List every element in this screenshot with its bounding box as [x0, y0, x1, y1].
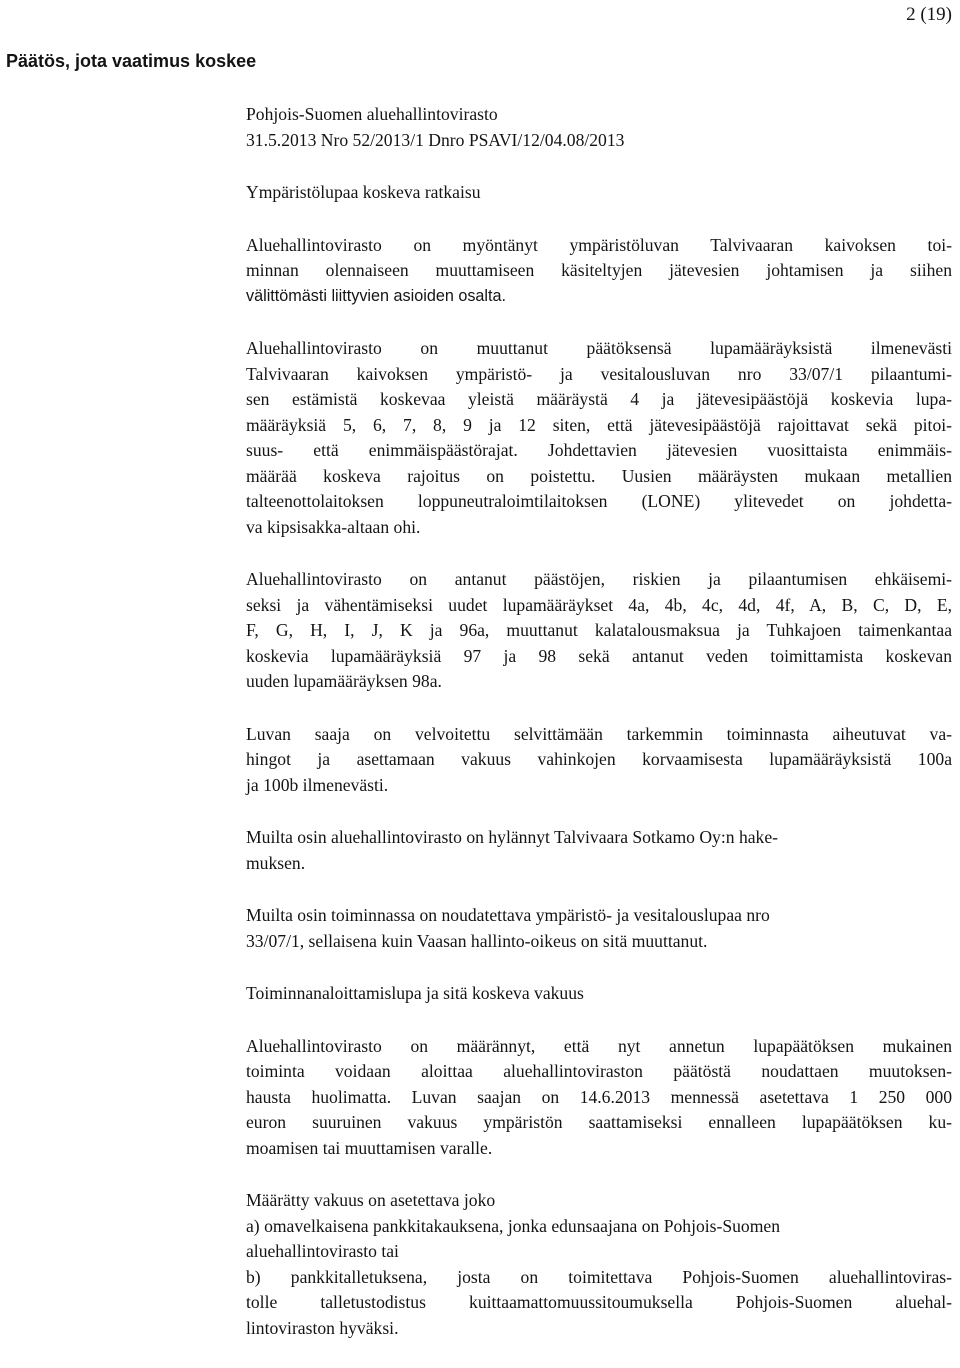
list-item: a) omavelkaisena pankkitakauksena, jonka edunsaajana on Pohjois-Suomen — [246, 1215, 781, 1236]
paragraph-line: Aluehallintovirasto on antanut päästöjen, riskien ja pilaantumisen ehkäisemi- — [246, 569, 952, 589]
decision-info — [246, 102, 952, 153]
paragraph-line: hingot ja asettamaan vakuus vahinkojen korvaamisesta lupamääräyksistä 100a — [246, 749, 952, 769]
paragraph-line: Aluehallintovirasto on muuttanut päätöksensä lupamääräyksistä ilmenevästi — [246, 338, 952, 358]
paragraph-line: ja 100b ilmenevästi. — [246, 774, 389, 795]
paragraph — [246, 903, 952, 954]
paragraph — [246, 567, 952, 695]
paragraph-line: toiminta voidaan aloittaa aluehallintoviraston päätöstä noudattaen muutoksen- — [246, 1061, 952, 1081]
paragraph-line: Aluehallintovirasto on määrännyt, että nyt annetun lupapäätöksen mukainen — [246, 1035, 952, 1056]
paragraph-line: Luvan saaja on velvoitettu selvittämään tarkemmin toiminnasta aiheutuvat va- — [246, 723, 952, 744]
paragraph-line: Talvivaaran kaivoksen ympäristö- ja vesitalousluvan nro 33/07/1 pilaantumi- — [246, 363, 952, 384]
paragraph-line: moamisen tai muuttamisen varalle. — [246, 1137, 493, 1158]
list-item: b) pankkitalletuksena, josta on toimitettava Pohjois-Suomen aluehallintoviras- — [246, 1266, 952, 1287]
paragraph-line: määräyksiä 5, 6, 7, 8, 9 ja 12 siten, että jätevesipäästöjä rajoittavat sekä pitoi- — [246, 414, 952, 435]
paragraph-line: Muilta osin toiminnassa on noudatettava ympäristö- ja vesitalouslupaa nro — [246, 905, 770, 925]
paragraph-line: uuden lupamääräyksen 98a. — [246, 671, 442, 691]
paragraph-line: va kipsisakka-altaan ohi. — [246, 516, 421, 537]
section-heading-aloittamislupa: Toiminnanaloittamislupa ja sitä koskeva vakuus — [246, 983, 584, 1003]
authority-name: Pohjois-Suomen aluehallintovirasto — [246, 104, 498, 124]
decision-reference: 31.5.2013 Nro 52/2013/1 Dnro PSAVI/12/04.08/2013 — [246, 129, 625, 150]
paragraph-line: suus- että enimmäispäästörajat. Johdettavien jätevesien vuosittaista enimmäis- — [246, 440, 952, 460]
paragraph-line: tolle talletustodistus kuittaamattomuussitoumuksella Pohjois-Suomen aluehal- — [246, 1292, 952, 1312]
paragraph-line: minnan olennaiseen muuttamiseen käsiteltyjen jätevesien johtamisen ja siihen — [246, 260, 952, 280]
paragraph — [246, 722, 952, 799]
section-heading-ratkaisu: Ympäristölupaa koskeva ratkaisu — [246, 182, 481, 202]
paragraph-line: Aluehallintovirasto on myöntänyt ympäristöluvan Talvivaaran kaivoksen toi- — [246, 234, 952, 255]
paragraph — [246, 1034, 952, 1162]
paragraph — [246, 825, 952, 876]
paragraph-line: lintoviraston hyväksi. — [246, 1317, 399, 1338]
page-number: 2 (19) — [906, 4, 952, 25]
paragraph-line: hausta huolimatta. Luvan saajan on 14.6.2013 mennessä asetettava 1 250 000 — [246, 1086, 952, 1107]
paragraph-line: F, G, H, I, J, K ja 96a, muuttanut kalatalousmaksua ja Tuhkajoen taimenkantaa — [246, 620, 952, 640]
paragraph-line: koskevia lupamääräyksiä 97 ja 98 sekä antanut veden toimittamista koskevan — [246, 645, 952, 666]
paragraph-line: 33/07/1, sellaisena kuin Vaasan hallinto-oikeus on sitä muuttanut. — [246, 930, 708, 951]
paragraph-line: välittömästi liittyvien asioiden osalta. — [246, 286, 507, 305]
paragraph-line: sen estämistä koskevaa yleistä määräystä 4 ja jätevesipäästöjä koskevia lupa- — [246, 389, 952, 409]
document-heading: Päätös, jota vaatimus koskee — [6, 51, 257, 71]
paragraph-line: euron suuruinen vakuus ympäristön saattamiseksi ennalleen lupapäätöksen ku- — [246, 1112, 952, 1132]
paragraph-line: muksen. — [246, 852, 306, 873]
paragraph-line: talteenottolaitoksen loppuneutraloimtilaitoksen (LONE) ylitevedet on johdetta- — [246, 491, 952, 511]
paragraph-line: Määrätty vakuus on asetettava joko — [246, 1190, 496, 1210]
paragraph-line: aluehallintovirasto tai — [246, 1241, 399, 1261]
paragraph — [246, 233, 952, 310]
paragraph — [246, 336, 952, 540]
document-body — [246, 102, 952, 1368]
paragraph-line: Muilta osin aluehallintovirasto on hylännyt Talvivaara Sotkamo Oy:n hake- — [246, 827, 779, 847]
paragraph-line: määrää koskeva rajoitus on poistettu. Uusien määräysten mukaan metallien — [246, 465, 952, 486]
paragraph-line: seksi ja vähentämiseksi uudet lupamääräykset 4a, 4b, 4c, 4d, 4f, A, B, C, D, E, — [246, 594, 952, 615]
paragraph — [246, 1188, 952, 1341]
